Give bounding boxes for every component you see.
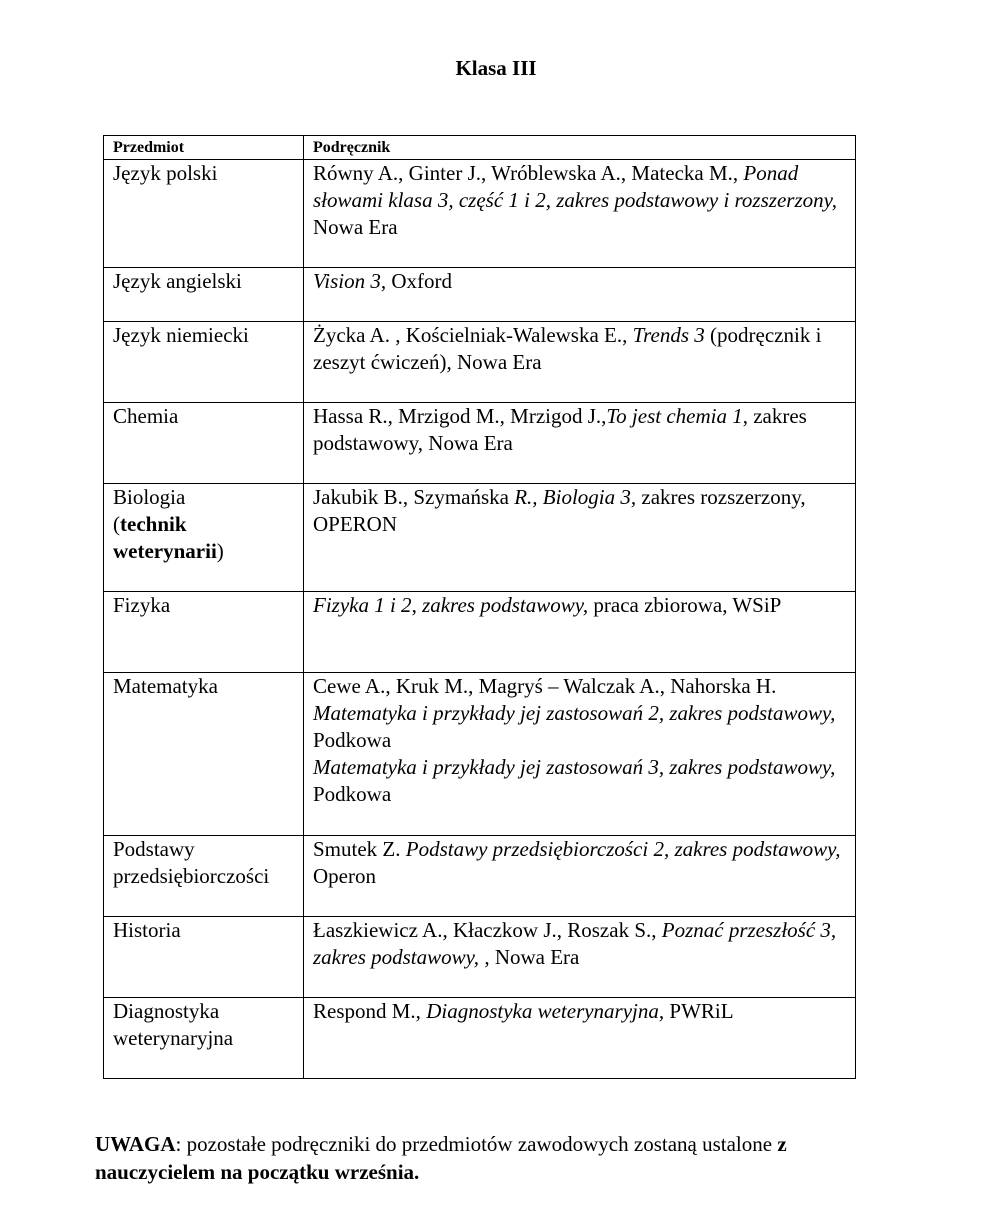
table-row — [104, 917, 856, 998]
text-fragment: , Oxford — [380, 269, 453, 293]
text-fragment: Podkowa — [313, 782, 392, 806]
table-row — [104, 160, 856, 268]
textbook-cell — [304, 160, 856, 268]
textbook-cell — [304, 322, 856, 403]
text-fragment: Cewe A., Kruk M., Magryś – Walczak A., Nahorska H. — [313, 674, 777, 698]
note-label: UWAGA — [95, 1132, 176, 1156]
table-row — [104, 268, 856, 322]
note-bold-text: z nauczycielem na początku września. — [95, 1132, 787, 1184]
textbook-cell — [304, 484, 856, 592]
subject-cell: Historia — [104, 917, 304, 998]
textbook-cell — [304, 836, 856, 917]
text-fragment: Podkowa — [313, 728, 392, 752]
textbook-cell — [304, 998, 856, 1079]
book-title-text: zakres podstawowy, — [422, 593, 589, 617]
book-title-text: Fizyka 1 i 2 — [313, 593, 412, 617]
book-title-text: Diagnostyka weterynaryjna, — [426, 999, 665, 1023]
textbook-cell — [304, 917, 856, 998]
book-title-text: R., Biologia 3, — [514, 485, 637, 509]
text-fragment: , Nowa Era — [479, 945, 580, 969]
subject-cell: Język angielski — [104, 268, 304, 322]
text-fragment: , — [411, 593, 423, 617]
book-title-text: Matematyka i przykłady jej zastosowań 2, zakres podstawowy, — [313, 701, 836, 725]
text-fragment: Respond M., — [313, 999, 427, 1023]
text-fragment: Nowa Era — [313, 215, 398, 239]
text-fragment: ( — [113, 512, 120, 536]
subject-cell — [104, 484, 304, 592]
text-fragment: Biologia — [113, 485, 186, 509]
subject-cell: Diagnostyka weterynaryjna — [104, 998, 304, 1079]
book-title-text: Matematyka i przykłady jej zastosowań 3, zakres podstawowy, — [313, 755, 836, 779]
text-fragment: Smutek Z. — [313, 837, 406, 861]
subject-cell: Podstawy przedsiębiorczości — [104, 836, 304, 917]
text-fragment: , zakres podstawowy, Nowa Era — [313, 404, 807, 455]
textbook-cell — [304, 673, 856, 836]
table-row — [104, 403, 856, 484]
table-row — [104, 836, 856, 917]
header-subject: Przedmiot — [104, 136, 304, 160]
text-fragment: Jakubik B., Szymańska — [313, 485, 515, 509]
text-fragment: ) — [216, 539, 224, 563]
text-fragment: Operon — [313, 864, 376, 888]
text-fragment: zakres rozszerzony, OPERON — [313, 485, 806, 536]
text-fragment: Życka A. , Kościelniak-Walewska E., — [313, 323, 633, 347]
textbook-cell — [304, 268, 856, 322]
subject-cell: Matematyka — [104, 673, 304, 836]
text-fragment: praca zbiorowa, WSiP — [588, 593, 782, 617]
table-row — [104, 998, 856, 1079]
book-title-text: Podstawy przedsiębiorczości 2, zakres podstawowy, — [405, 837, 841, 861]
text-fragment: Hassa R., Mrzigod M., Mrzigod J., — [313, 404, 607, 428]
text-fragment: Łaszkiewicz A., Kłaczkow J., Roszak S., — [313, 918, 662, 942]
text-fragment: (podręcznik i zeszyt ćwiczeń), Nowa Era — [313, 323, 822, 374]
note — [95, 1130, 895, 1186]
text-fragment: Równy A., Ginter J., Wróblewska A., Matecka M., — [313, 161, 744, 185]
text-fragment: technik weterynarii — [113, 512, 217, 563]
text-fragment: PWRiL — [664, 999, 734, 1023]
book-title-text: Vision 3 — [313, 269, 381, 293]
header-textbook: Podręcznik — [304, 136, 856, 160]
note-text: : pozostałe podręczniki do przedmiotów zawodowych zostaną ustalone — [175, 1132, 778, 1156]
table-header-row — [104, 136, 856, 160]
book-title-text: Ponad słowami klasa 3, część 1 i 2, zakres podstawowy i rozszerzony, — [313, 161, 838, 212]
book-title-text: Poznać przeszłość 3, zakres podstawowy, — [313, 918, 837, 969]
table-row — [104, 322, 856, 403]
textbook-cell — [304, 592, 856, 673]
subject-cell: Język niemiecki — [104, 322, 304, 403]
textbook-table — [103, 135, 856, 1079]
table-row — [104, 484, 856, 592]
table-row — [104, 592, 856, 673]
book-title-text: Trends 3 — [632, 323, 705, 347]
textbook-cell — [304, 403, 856, 484]
table-row — [104, 673, 856, 836]
page-title: Klasa III — [455, 56, 537, 80]
subject-cell: Język polski — [104, 160, 304, 268]
subject-cell: Fizyka — [104, 592, 304, 673]
book-title-text: To jest chemia 1 — [606, 404, 743, 428]
subject-cell: Chemia — [104, 403, 304, 484]
